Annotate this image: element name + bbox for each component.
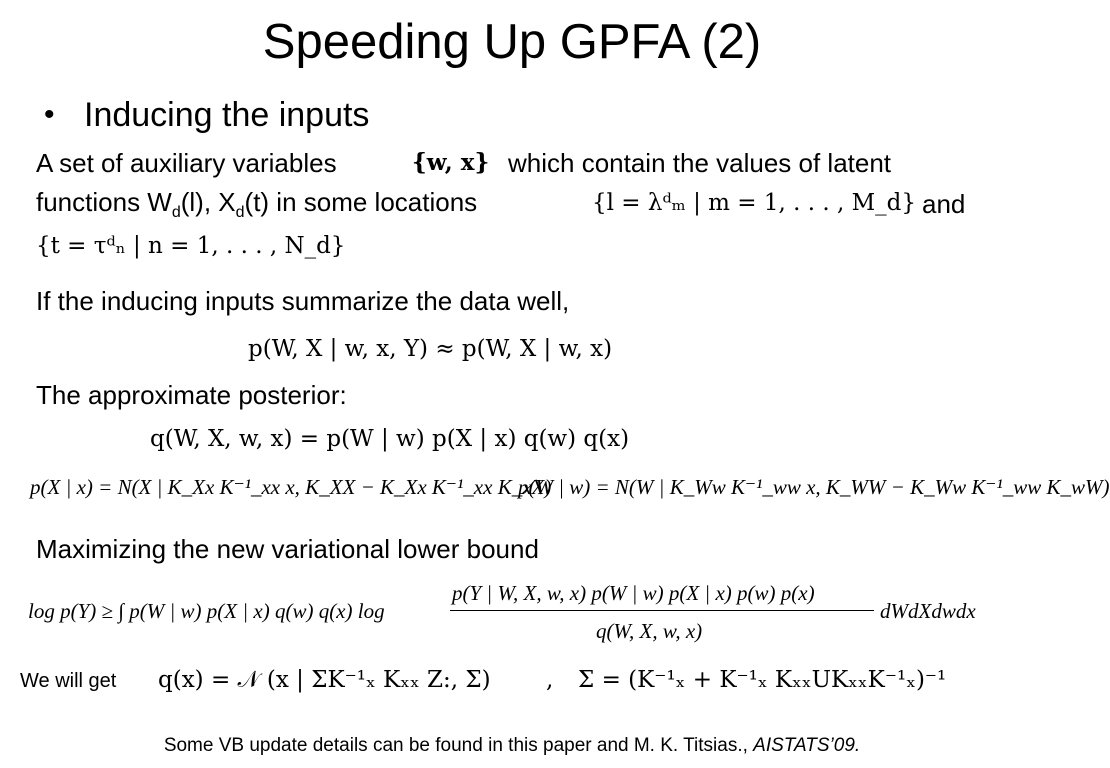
pw-conditional-equation: p(W | w) = N(W | K_Ww K⁻¹_ww x, K_WW − K_Ww K⁻¹_ww K_wW) xyxy=(518,475,1110,499)
aux-variables-math: {w, x} xyxy=(412,149,490,176)
result-label: We will get xyxy=(20,670,117,692)
bound-lhs: log p(Y) ≥ ∫ p(W | w) p(X | x) q(w) q(x) log xyxy=(28,599,385,623)
para3-text: The approximate posterior: xyxy=(36,380,347,410)
footnote-venue: AISTATS’09. xyxy=(753,735,861,756)
approx-equation: p(W, X | w, x, Y) ≈ p(W, X | w, x) xyxy=(248,336,613,362)
bound-differentials: dWdXdwdx xyxy=(880,599,976,623)
para1-line2-a: functions W xyxy=(36,187,172,217)
para1-line1-b: which contain the values of latent xyxy=(508,148,892,178)
para1-line2-sub1: d xyxy=(171,204,181,221)
sigma-result-equation: Σ = (K⁻¹ₓ + K⁻¹ₓ KₓₓUKₓₓK⁻¹ₓ)⁻¹ xyxy=(578,667,947,693)
para1-line2-sub2: d xyxy=(235,204,245,221)
posterior-equation: q(W, X, w, x) = p(W | w) p(X | x) q(w) q(x) xyxy=(150,426,630,452)
para1-and: and xyxy=(922,189,966,219)
footnote-text: Some VB update details can be found in this paper and M. K. Titsias., xyxy=(163,735,748,756)
para1-line2 xyxy=(36,186,477,223)
result-comma: , xyxy=(546,667,554,693)
bound-numerator: p(Y | W, X, w, x) p(W | w) p(X | x) p(w) p(x) xyxy=(452,581,815,605)
para1-line2-c: (t) in some locations xyxy=(244,187,478,217)
footnote xyxy=(0,733,1024,759)
para2-text: If the inducing inputs summarize the data well, xyxy=(36,286,570,316)
bullet-heading: Inducing the inputs xyxy=(84,96,370,134)
slide-title: Speeding Up GPFA (2) xyxy=(262,15,762,69)
locations-t-math: {t = τᵈₙ | n = 1, . . . , N_d} xyxy=(36,233,346,259)
bullet-dot: • xyxy=(44,98,55,131)
para1-line2-b: (l), X xyxy=(180,187,236,217)
q-x-result-equation: q(x) = 𝒩 (x | ΣK⁻¹ₓ Kₓₓ Z:, Σ) xyxy=(158,667,491,693)
px-conditional-equation: p(X | x) = N(X | K_Xx K⁻¹_xx x, K_XX − K_Xx K⁻¹_xx K_xX) xyxy=(30,475,552,499)
locations-l-math: {l = λᵈₘ | m = 1, . . . , M_d} xyxy=(592,190,916,216)
para4-text: Maximizing the new variational lower bound xyxy=(36,534,539,564)
bound-denominator: q(W, X, w, x) xyxy=(596,619,703,643)
fraction-bar xyxy=(450,610,874,611)
para1-line1-a: A set of auxiliary variables xyxy=(36,148,337,178)
